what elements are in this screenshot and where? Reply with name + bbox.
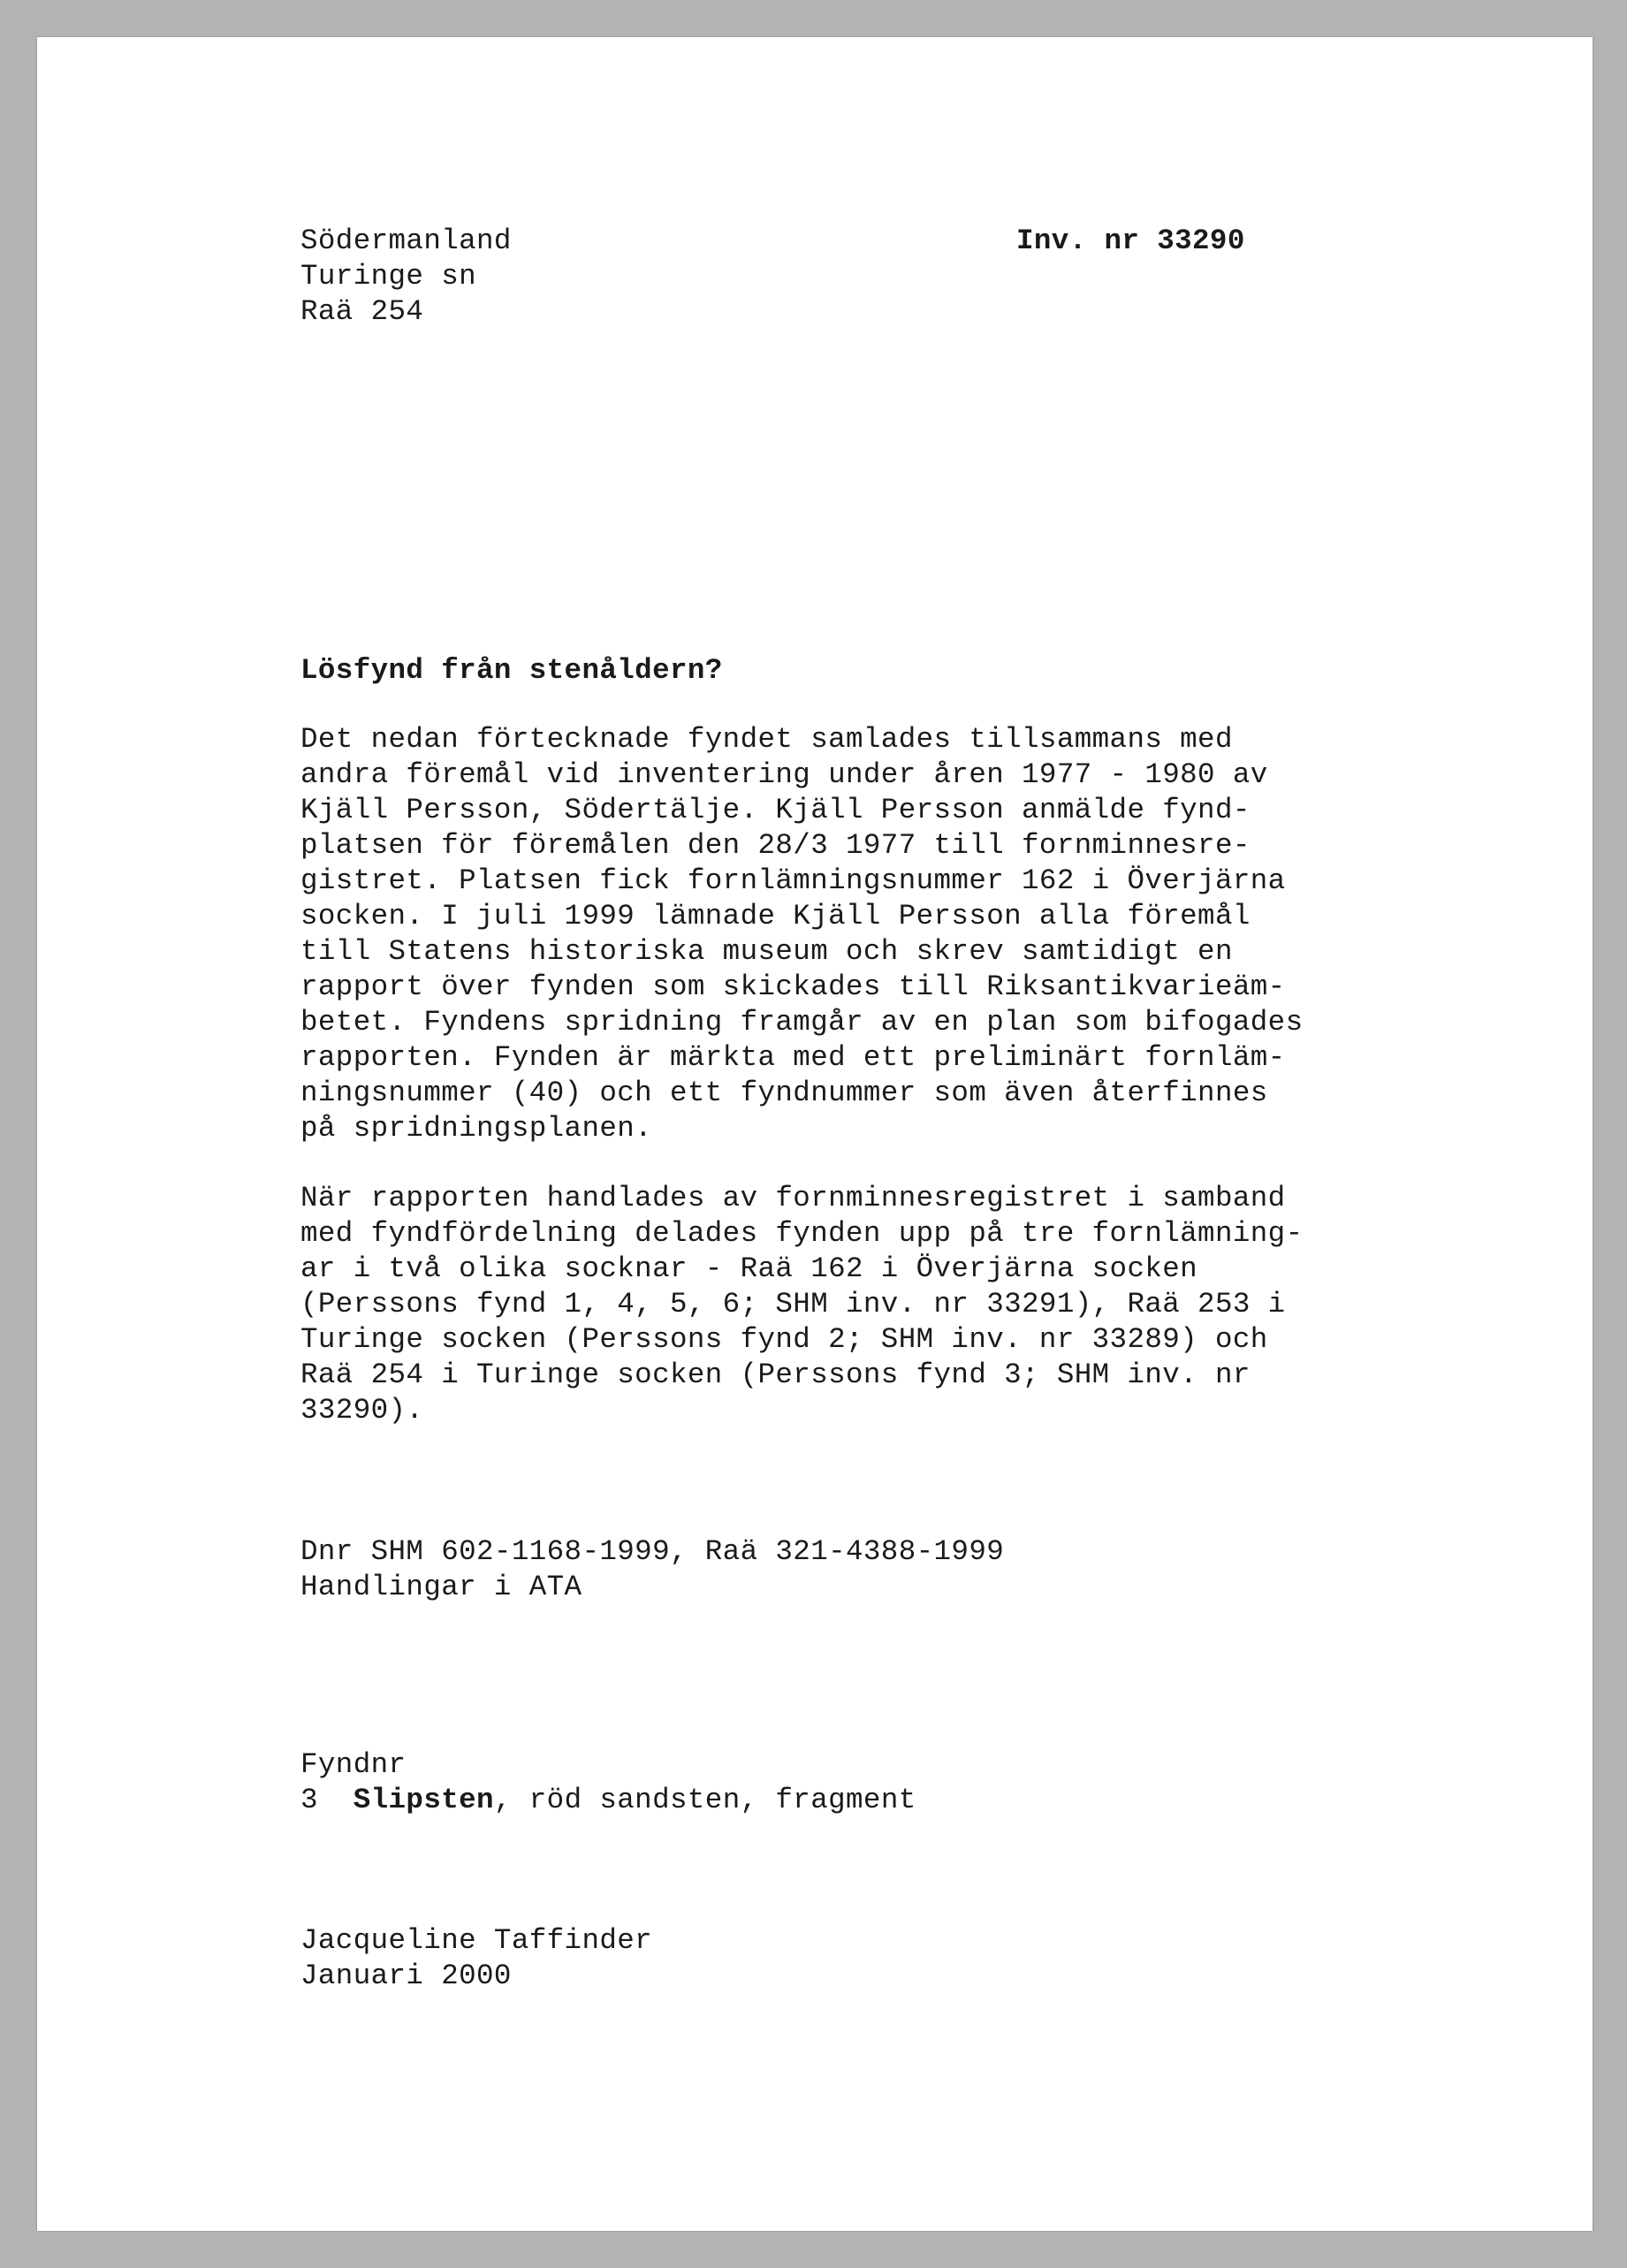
paragraph-line: Raä 254 i Turinge socken (Perssons fynd 3; SHM inv. nr <box>300 1359 1251 1391</box>
paragraph-line: med fyndfördelning delades fynden upp på tre fornlämning- <box>300 1217 1304 1250</box>
paragraph-line: rapporten. Fynden är märkta med ett preliminärt fornläm- <box>300 1041 1286 1074</box>
paragraph-line: socken. I juli 1999 lämnade Kjäll Persson alla föremål <box>300 900 1251 932</box>
paragraph-line: på spridningsplanen. <box>300 1112 653 1145</box>
signature-block <box>300 1923 652 1994</box>
location-parish: Turinge sn <box>300 260 477 293</box>
location-raa: Raä 254 <box>300 295 424 328</box>
paragraph-line: Kjäll Persson, Södertälje. Kjäll Persson anmälde fynd- <box>300 794 1251 826</box>
paragraph-line: Det nedan förtecknade fyndet samlades tillsammans med <box>300 723 1233 756</box>
signature-name: Jacqueline Taffinder <box>300 1924 653 1957</box>
signature-date: Januari 2000 <box>300 1960 512 1992</box>
document-title: Lösfynd från stenåldern? <box>300 654 723 687</box>
paragraph-line: 33290). <box>300 1394 424 1427</box>
finds-heading: Fyndnr <box>300 1748 407 1781</box>
paragraph-line: andra föremål vid inventering under åren 1977 - 1980 av <box>300 758 1268 791</box>
find-item <box>300 1783 916 1818</box>
find-item-description: , röd sandsten, fragment <box>493 1784 916 1816</box>
paragraph-1 <box>300 722 1303 1146</box>
paragraph-line: gistret. Platsen fick fornlämningsnummer 162 i Överjärna <box>300 864 1286 897</box>
paragraph-line: När rapporten handlades av fornminnesregistret i samband <box>300 1182 1286 1214</box>
reference-archive: Handlingar i ATA <box>300 1571 582 1603</box>
find-item-name: Slipsten <box>353 1784 494 1816</box>
inventory-number: Inv. nr 33290 <box>1016 225 1245 257</box>
references-block <box>300 1534 1004 1605</box>
paragraph-line: Turinge socken (Perssons fynd 2; SHM inv. nr 33289) och <box>300 1323 1268 1356</box>
reference-diary-numbers: Dnr SHM 602-1168-1999, Raä 321-4388-1999 <box>300 1535 1005 1568</box>
paragraph-line: betet. Fyndens spridning framgår av en plan som bifogades <box>300 1006 1304 1039</box>
find-item-number: 3 <box>300 1784 318 1816</box>
finds-block <box>300 1747 916 1818</box>
paragraph-line: till Statens historiska museum och skrev samtidigt en <box>300 935 1233 968</box>
paragraph-line: ar i två olika socknar - Raä 162 i Överjärna socken <box>300 1252 1198 1285</box>
paragraph-line: platsen för föremålen den 28/3 1977 till fornminnesre- <box>300 829 1251 862</box>
location-block <box>300 224 512 330</box>
paragraph-line: ningsnummer (40) och ett fyndnummer som även återfinnes <box>300 1077 1268 1109</box>
location-province: Södermanland <box>300 225 512 257</box>
paragraph-2 <box>300 1181 1303 1428</box>
paragraph-line: (Perssons fynd 1, 4, 5, 6; SHM inv. nr 33291), Raä 253 i <box>300 1288 1286 1320</box>
paragraph-line: rapport över fynden som skickades till Riksantikvarieäm- <box>300 970 1286 1003</box>
